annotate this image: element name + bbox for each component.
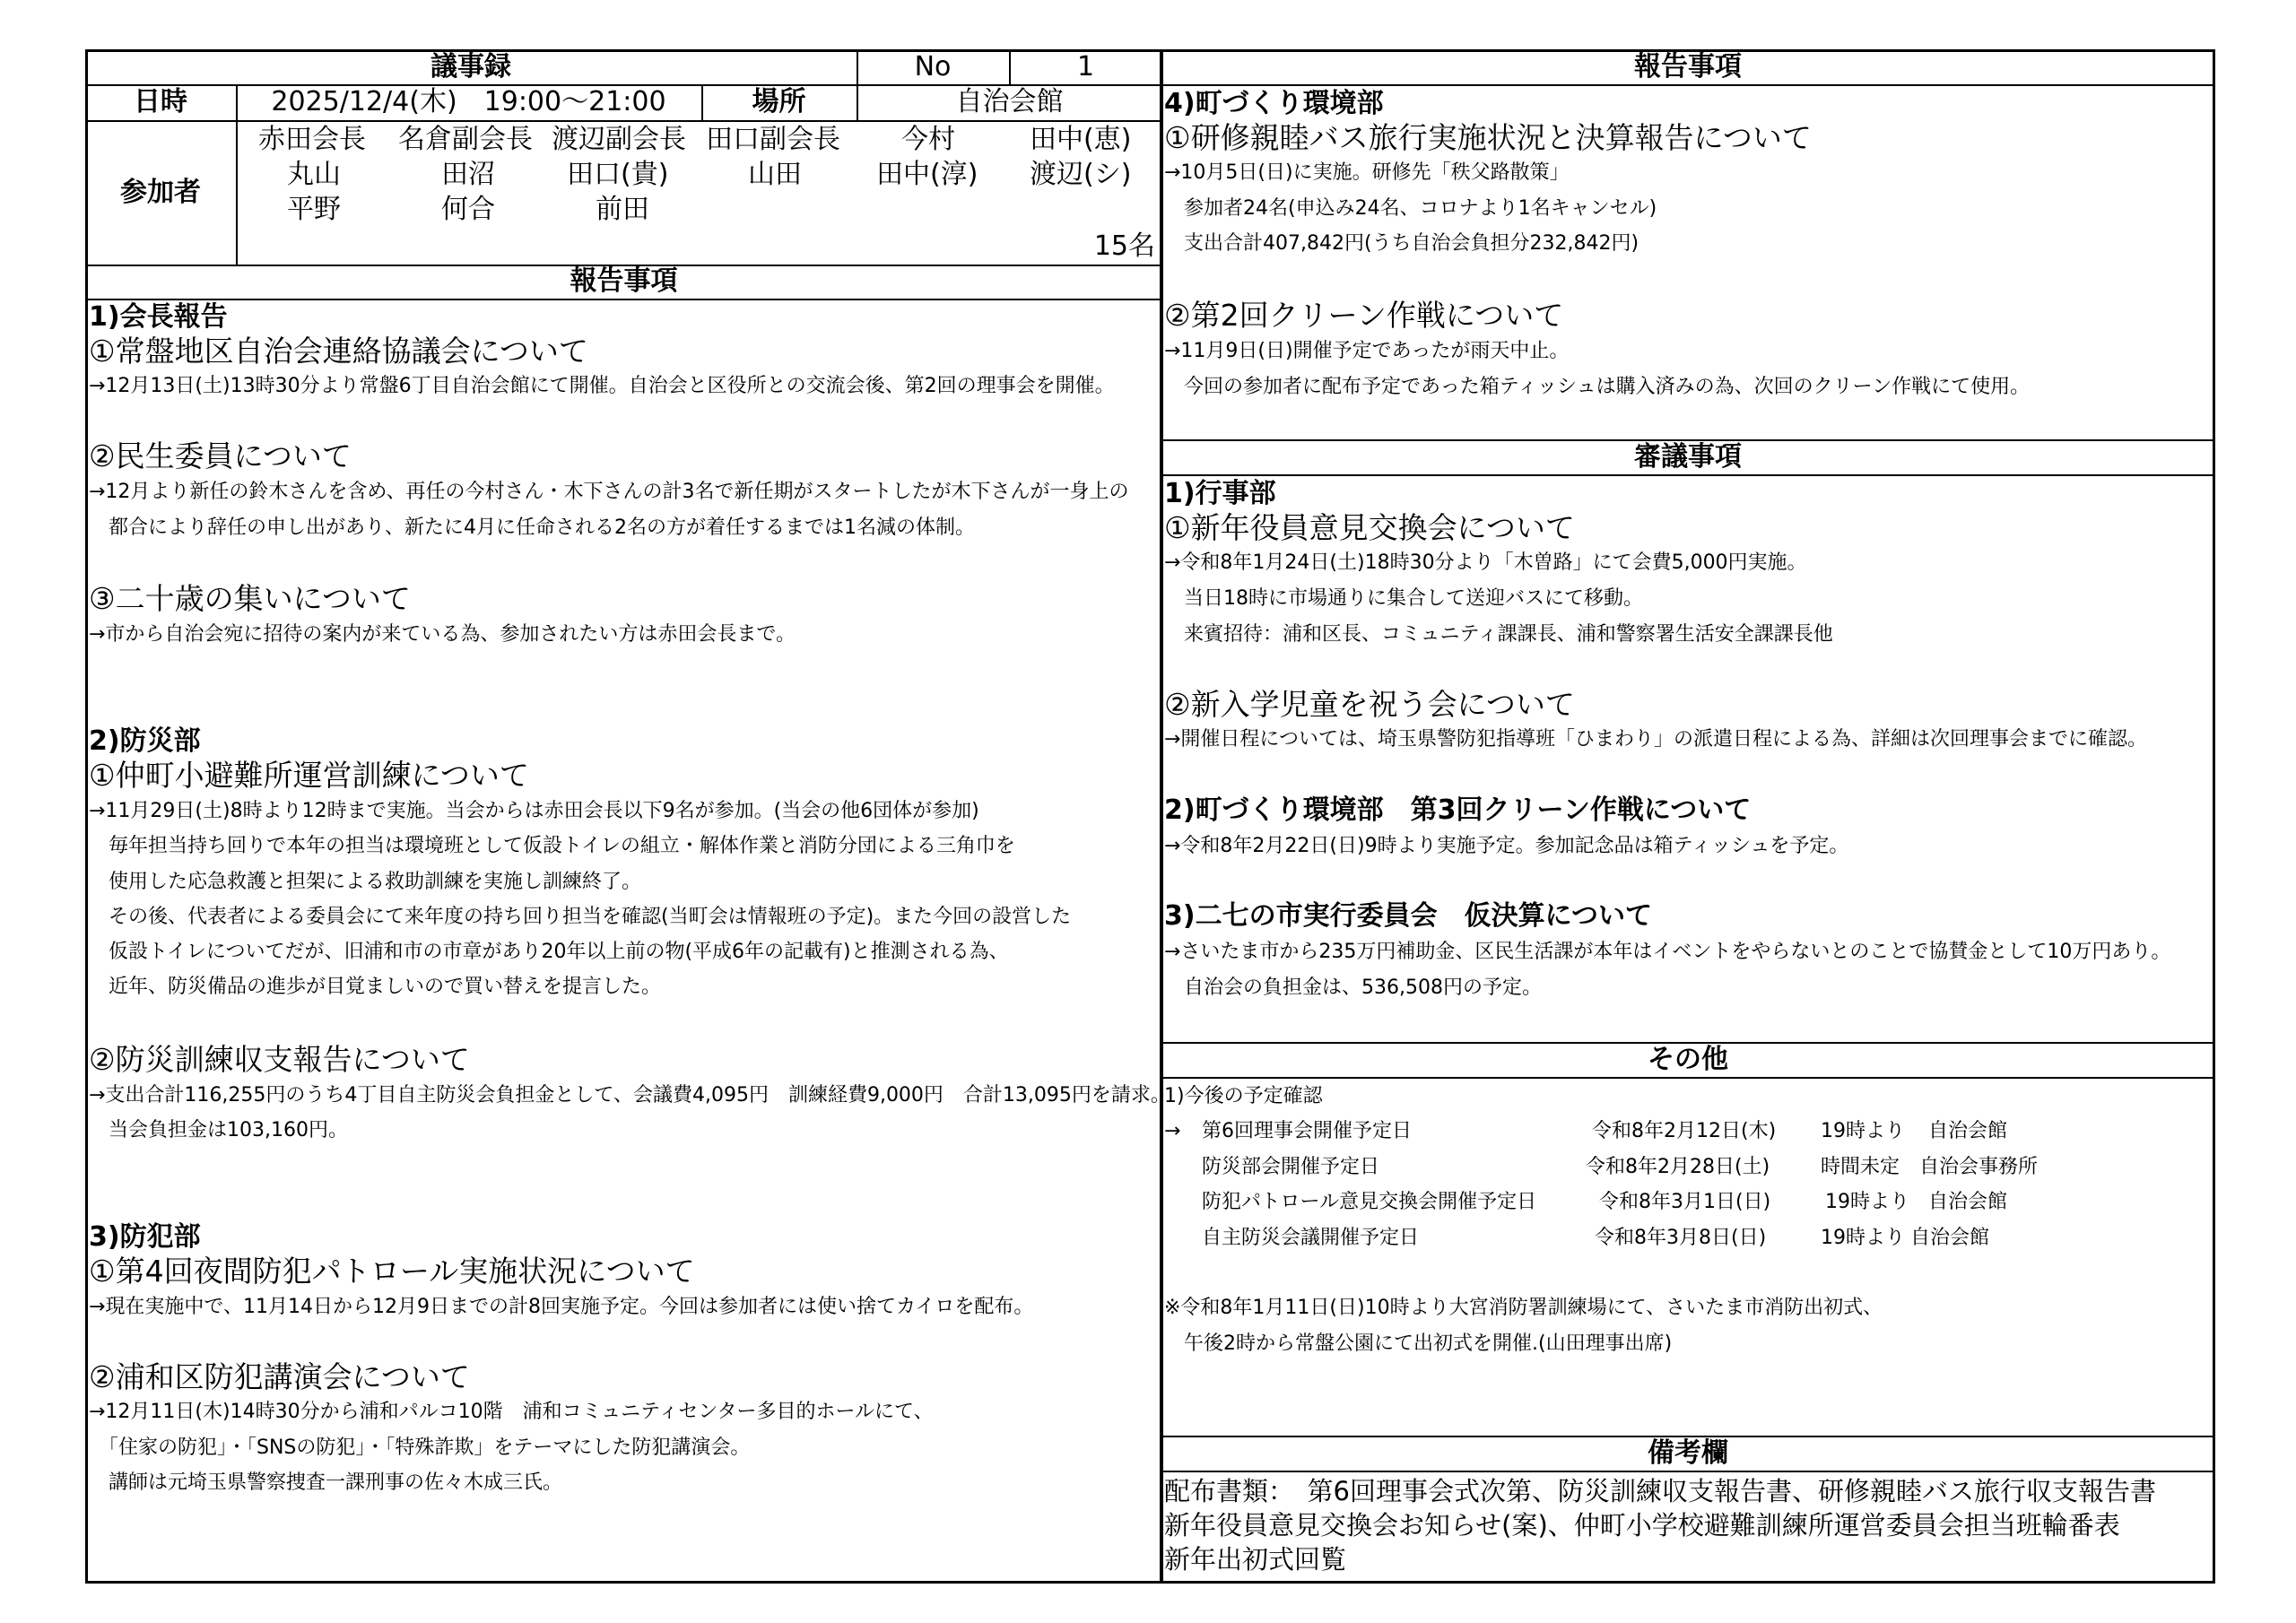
item-line: →現在実施中で、11月14日から12月9日までの計8回実施予定。今回は参加者には使い捨てカイロを配布。: [89, 1296, 1034, 1318]
remarks-line: 配布書類： 第6回理事会式次第、防災訓練収支報告書、研修親睦バス旅行収支報告書: [1164, 1476, 2156, 1506]
schedule-time: 時間未定: [1821, 1156, 1900, 1178]
schedule-event: 第6回理事会開催予定日: [1202, 1120, 1412, 1142]
left-report-heading: 報告事項: [570, 265, 678, 297]
attendee: 山田: [748, 159, 802, 190]
other-intro: 1)今後の予定確認: [1164, 1085, 1323, 1107]
item-line: →さいたま市から235万円補助金、区民生活課が本年はイベントをやらないとのことで協賛金として10万円あり。: [1164, 941, 2171, 963]
item-line: →11月9日(日)開催予定であったが雨天中止。: [1164, 340, 1570, 362]
note-line: ※令和8年1月11日(日)10時より大宮消防署訓練場にて、さいたま市消防出初式、: [1164, 1297, 1883, 1319]
schedule-prefix: →: [1164, 1120, 1181, 1142]
item-title: ②第2回クリーン作戦について: [1164, 298, 1564, 333]
item-title: ③二十歳の集いについて: [89, 581, 411, 616]
other-heading: その他: [1648, 1044, 1728, 1075]
place-label: 場所: [752, 86, 806, 117]
item-title: ①第4回夜間防犯パトロール実施状況について: [89, 1254, 695, 1289]
item-title: ①研修親睦バス旅行実施状況と決算報告について: [1164, 120, 1812, 155]
item-line: 参加者24名(申込み24名、コロナより1名キャンセル): [1164, 197, 1657, 220]
item-line: 仮設トイレについてだが、旧浦和市の市章があり20年以上前の物(平成6年の記載有)と推測される為、: [89, 941, 1009, 963]
item-line: →市から自治会宛に招待の案内が来ている為、参加されたい方は赤田会長まで。: [89, 623, 796, 646]
schedule-event: 自主防災会議開催予定日: [1202, 1227, 1420, 1249]
date-value: 2025/12/4(木) 19:00〜21:00: [271, 86, 666, 117]
remarks-line: 新年役員意見交換会お知らせ(案)、仲町小学校避難訓練所運営委員会担当班輪番表: [1164, 1510, 2120, 1541]
section-title: 3)防犯部: [89, 1221, 201, 1253]
attendee: 田沼: [441, 159, 495, 190]
section-title: 4)町づくり環境部: [1164, 88, 1384, 119]
item-line: 自治会の負担金は、536,508円の予定。: [1164, 976, 1542, 999]
attendee: 赤田会長: [258, 124, 366, 155]
attendee: 田中(恵): [1030, 124, 1132, 155]
item-line: →12月より新任の鈴木さんを含め、再任の今村さん・木下さんの計3名で新任期がスタートしたが木下さんが一身上の: [89, 481, 1129, 503]
item-line: 近年、防災備品の進歩が目覚ましいので買い替えを提言した。: [89, 976, 662, 998]
attendee: 渡辺副会長: [552, 124, 686, 155]
schedule-time: 19時より: [1821, 1120, 1905, 1142]
schedule-date: 令和8年2月12日(木): [1592, 1120, 1777, 1142]
item-line: 使用した応急救護と担架による救助訓練を実施し訓練終了。: [89, 871, 642, 893]
minutes-title: 議事録: [430, 51, 511, 82]
item-line: →11月29日(土)8時より12時まで実施。当会からは赤田会長以下9名が参加。(当会の他6団体が参加): [89, 800, 979, 822]
schedule-place: 自治会事務所: [1919, 1156, 2039, 1178]
schedule-place: 自治会館: [1910, 1227, 1990, 1249]
item-line: 来賓招待：浦和区長、コミュニティ課課長、浦和警察署生活安全課課長他: [1164, 623, 1833, 646]
no-label: No: [914, 51, 952, 82]
item-title: ②民生委員について: [89, 438, 352, 473]
attendee: 田口(貴): [567, 159, 669, 190]
item-line: 講師は元埼玉県警察捜査一課刑事の佐々木成三氏。: [89, 1471, 563, 1494]
attendee: 名倉副会長: [398, 124, 533, 155]
attendee: 今村: [901, 124, 955, 155]
attendees-count: 15名: [1093, 230, 1155, 262]
section-title: 1)行事部: [1164, 478, 1276, 509]
item-line: 支出合計407,842円(うち自治会負担分232,842円): [1164, 232, 1639, 255]
section-title: 2)防災部: [89, 725, 201, 757]
schedule-date: 令和8年3月8日(日): [1595, 1227, 1767, 1249]
item-line: →支出合計116,255円のうち4丁目自主防災会負担金として、会議費4,095円 訓練経費9,000円 合計13,095円を請求。: [89, 1084, 1170, 1107]
schedule-event: 防犯パトロール意見交換会開催予定日: [1202, 1191, 1537, 1213]
schedule-date: 令和8年2月28日(土): [1586, 1156, 1770, 1178]
deliberation-heading: 審議事項: [1634, 441, 1742, 473]
attendee: 前田: [596, 194, 649, 225]
item-title: ①常盤地区自治会連絡協議会について: [89, 334, 588, 369]
item-line: →12月13日(土)13時30分より常盤6丁目自治会館にて開催。自治会と区役所との交流会後、第2回の理事会を開催。: [89, 375, 1115, 397]
right-report-heading: 報告事項: [1634, 51, 1742, 82]
section-title: 2)町づくり環境部 第3回クリーン作戦について: [1164, 794, 1752, 826]
schedule-place: 自治会館: [1928, 1120, 2008, 1142]
item-title: ②浦和区防犯講演会について: [89, 1359, 470, 1394]
item-line: →令和8年1月24日(土)18時30分より「木曽路」にて会費5,000円実施。: [1164, 551, 1807, 574]
schedule-date: 令和8年3月1日(日): [1599, 1191, 1771, 1213]
place-value: 自治会館: [955, 86, 1064, 117]
note-line: 午後2時から常盤公園にて出初式を開催.(山田理事出席): [1164, 1332, 1673, 1355]
attendee: 田口副会長: [706, 124, 840, 155]
attendees-label: 参加者: [120, 177, 201, 208]
date-label: 日時: [134, 86, 187, 117]
item-line: 「住家の防犯」・「SNSの防犯」・「特殊詐欺」をテーマにした防犯講演会。: [89, 1436, 751, 1459]
item-line: 都合により辞任の申し出があり、新たに4月に任命される2名の方が着任するまでは1名減の体制。: [89, 516, 975, 539]
item-line: →12月11日(木)14時30分から浦和パルコ10階 浦和コミュニティセンター多目的ホールにて、: [89, 1401, 934, 1423]
item-title: ②防災訓練収支報告について: [89, 1042, 470, 1077]
remarks-heading: 備考欄: [1648, 1437, 1728, 1469]
item-line: →10月5日(日)に実施。研修先「秩父路散策」: [1164, 161, 1570, 184]
item-line: →令和8年2月22日(日)9時より実施予定。参加記念品は箱ティッシュを予定。: [1164, 835, 1849, 857]
section-title: 3)二七の市実行委員会 仮決算について: [1164, 900, 1652, 932]
item-line: 当日18時に市場通りに集合して送迎バスにて移動。: [1164, 587, 1643, 610]
item-title: ①新年役員意見交換会について: [1164, 510, 1575, 545]
schedule-event: 防災部会開催予定日: [1202, 1156, 1380, 1178]
attendee: 何合: [441, 194, 495, 225]
item-line: 今回の参加者に配布予定であった箱ティッシュは購入済みの為、次回のクリーン作戦にて使用。: [1164, 376, 2031, 398]
attendee: 田中(淳): [876, 159, 978, 190]
attendee: 渡辺(シ): [1030, 159, 1132, 190]
attendee: 丸山: [287, 159, 341, 190]
item-line: 毎年担当持ち回りで本年の担当は環境班として仮設トイレの組立・解体作業と消防分団による三角巾を: [89, 835, 1015, 857]
remarks-line: 新年出初式回覧: [1164, 1544, 1347, 1575]
item-line: 当会負担金は103,160円。: [89, 1119, 348, 1141]
section-title: 1)会長報告: [89, 301, 228, 333]
item-title: ①仲町小避難所運営訓練について: [89, 758, 529, 793]
item-title: ②新入学児童を祝う会について: [1164, 687, 1575, 722]
schedule-place: 自治会館: [1928, 1191, 2008, 1213]
no-value: 1: [1076, 51, 1095, 82]
attendee: 平野: [287, 194, 341, 225]
schedule-time: 19時より: [1821, 1227, 1905, 1249]
schedule-time: 19時より: [1825, 1191, 1909, 1213]
item-line: その後、代表者による委員会にて来年度の持ち回り担当を確認(当町会は情報班の予定)。また今回の設営した: [89, 906, 1072, 928]
item-line: →開催日程については、埼玉県警防犯指導班「ひまわり」の派遣日程による為、詳細は次回理事会までに確認。: [1164, 728, 2147, 751]
